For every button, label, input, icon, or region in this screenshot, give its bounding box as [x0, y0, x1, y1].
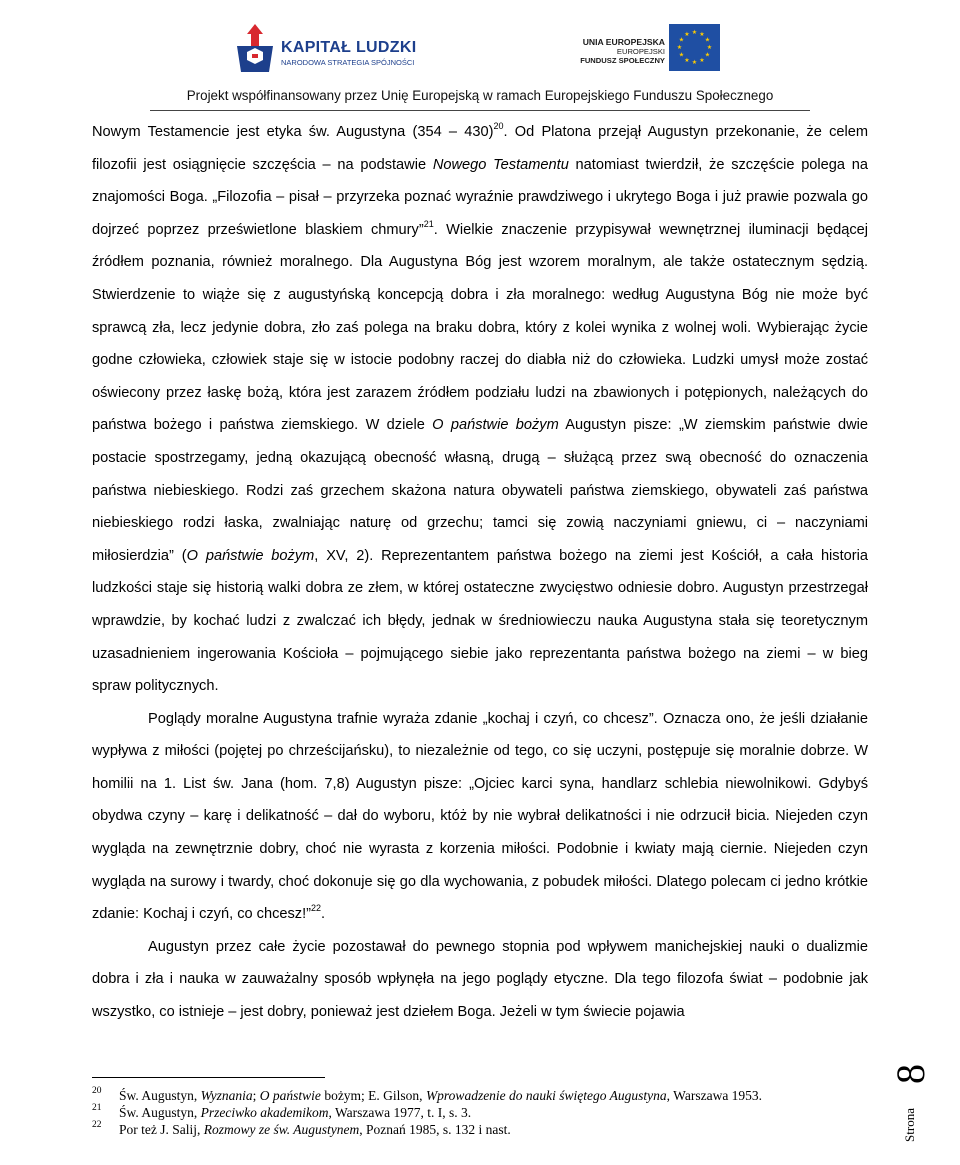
svg-text:★: ★: [699, 57, 705, 64]
italic-title: O państwie: [259, 1088, 321, 1103]
footnote-divider: [92, 1077, 325, 1078]
text-run: natomiast twierdził, że szczęście polega na znajomości Boga. „Filozofia – pisał – przyrzeka poznać wyraźnie prawdziwego i ukrytego Boga i już prawie pozwala go dojrzeć poprzez prześwietlone blaskiem chmury”: [92, 156, 868, 238]
paragraph-1: [92, 116, 868, 703]
paragraph-3: Augustyn przez całe życie pozostawał do pewnego stopnia pod wpływem manichejskiej nauki o dualizmie dobra i zła i nauka w zauważalny sposób wpłynęła na jego poglądy etyczne. Dla tego filozofa świat – podobnie jak wszystko, co istnieje – jest dobry, ponieważ jest dziełem Boga. Jeżeli w tym świecie pojawia: [92, 938, 868, 1021]
text-run: Nowym Testamencie jest etyka św. Augustyna (354 – 430): [92, 124, 494, 140]
svg-text:★: ★: [678, 51, 685, 59]
footnote-ref-20: 20: [493, 121, 504, 131]
page-header: [0, 0, 960, 113]
svg-text:★: ★: [691, 59, 698, 66]
svg-text:★: ★: [676, 44, 683, 51]
eu-line-3: FUNDUSZ SPOŁECZNY: [580, 56, 665, 65]
footnote-number: 20: [92, 1086, 102, 1096]
footnote-22: [92, 1121, 862, 1138]
text-run: . Wielkie znaczenie przypisywał wewnętrznej iluminacji będącej źródłem poznania, również moralnego. Dla Augustyna Bóg jest wzorem moralnym, ale także ostatecznym sędzią. Stwierdzenie to wiąże się z augustyńską koncepcją dobra i zła moralnego: według Augustyna Bóg nie może być sprawcą zła, lecz jedynie dobra, zło zaś polega na braku dobra, który z kolei wynika z wolnej woli. Wybierając życie godne człowieka, człowiek staje się w istocie podobny raczej do diabła niż do człowieka. Ludzki umysł może zostać oświecony przez łaskę bożą, która jest zarazem źródłem podziału ludzi na zbawionych i potępionych, należących do państwa bożego i państwa ziemskiego. W dziele: [92, 221, 869, 434]
kapital-ludzki-logo-icon: [233, 24, 277, 74]
main-text: [92, 116, 868, 1029]
project-funding-line: Projekt współfinansowany przez Unię Europejską w ramach Europejskiego Funduszu Społecznego: [186, 88, 774, 103]
footnote-ref-21: 21: [423, 218, 434, 229]
text-run: , XV, 2). Reprezentantem państwa bożego na ziemi jest Kościół, a cała historia ludzkości staje się historią walki dobra ze złem, w której ostateczne zwycięstwo odniesie dobro. Augustyn przestrzegał wprawdzie, by kochać ludzi z zwalczać ich błędy, jednak w średniowieczu nauka Augustyna stała się teoretycznym uzasadnieniem ingerowania Kościoła – pojmującego siebie jako reprezentanta państwa bożego na ziemi – w bieg spraw politycznych.: [92, 547, 868, 695]
text-run: , Poznań 1985, s. 132 i nast.: [359, 1122, 511, 1137]
page-label: Strona: [901, 1108, 917, 1142]
paragraph-2: [92, 703, 868, 931]
italic-title: Wyznania: [200, 1088, 253, 1103]
text-run: . Od Platona przejął Augustyn przekonanie, że celem filozofii jest osiągnięcie szczęścia – na podstawie: [92, 124, 868, 173]
svg-text:★: ★: [684, 57, 690, 64]
footnote-number: 22: [92, 1120, 102, 1130]
eu-line-1: UNIA EUROPEJSKA: [582, 37, 665, 47]
kapital-ludzki-subtitle: NARODOWA STRATEGIA SPÓJNOŚCI: [281, 58, 415, 67]
text-run: bożym; E. Gilson,: [320, 1088, 426, 1103]
italic-title: O państwie bożym: [432, 417, 559, 434]
text-run: ;: [252, 1088, 260, 1103]
text-run: , Warszawa 1977, t. I, s. 3.: [328, 1105, 472, 1120]
svg-text:★: ★: [704, 36, 711, 44]
text-run: , Warszawa 1953.: [666, 1088, 763, 1103]
text-run: Por też J. Salij,: [119, 1122, 204, 1137]
svg-text:★: ★: [699, 31, 705, 38]
italic-title: O państwie bożym: [186, 547, 315, 564]
eu-text-block: [563, 38, 665, 65]
italic-title: Przeciwko akademikom: [200, 1105, 329, 1120]
footnote-20: [92, 1087, 862, 1104]
page-number: 8: [888, 1064, 933, 1084]
header-divider: [150, 110, 810, 111]
footnote-number: 21: [92, 1103, 102, 1113]
svg-text:★: ★: [684, 31, 690, 38]
italic-title: Wprowadzenie do nauki świętego Augustyna: [425, 1088, 667, 1103]
svg-text:★: ★: [678, 36, 685, 44]
text-run: Św. Augustyn,: [119, 1105, 201, 1120]
kapital-ludzki-title: KAPITAŁ LUDZKI: [281, 39, 417, 56]
footnotes: [92, 1087, 862, 1138]
svg-text:★: ★: [706, 44, 713, 51]
text-run: Augustyn pisze: „W ziemskim państwie dwie postacie spostrzegamy, jedną okazującą obecność własną, drugą – służącą przez swą obecność do oznaczenia państwa niebieskiego. Rodzi zaś grzechem skażona natura obywateli państwa ziemskiego, obywateli zaś państwa niebieskiego rodzi łaska, zwalniając naturę od grzechu; tamci się zowią naczyniami gniewu, ci – naczyniami miłosierdzia” (: [92, 417, 869, 564]
svg-text:★: ★: [691, 29, 698, 36]
text-run: Poglądy moralne Augustyna trafnie wyraża zdanie „kochaj i czyń, co chcesz”. Oznacza ono, że jeśli działanie wypływa z miłości (pojętej po chrześcijańsku), to niezależnie od tego, co się uczyni, postępuje się moralnie dobrze. W homilii na 1. List św. Jana (hom. 7,8) Augustyn pisze: „Ojciec karci syna, handlarz schlebia niewolnikowi. Gdybyś obydwa czyny – karę i delikatność – dał do wyboru, któż by nie wybrał delikatności i nie odrzucił bicia. Niejeden czyn wygląda na zewnętrznie dobry, choć nie wyrasta z korzenia miłości. Podobnie i kwiaty mają ciernie. Niejeden czyn wygląda na surowy i twardy, choć dokonuje się go dla wychowania, z pobudek miłości. Dlatego polecam ci jedno krótkie zdanie: Kochaj i czyń, co chcesz!”: [92, 710, 868, 923]
italic-title: Rozmowy ze św. Augustynem: [203, 1122, 360, 1137]
footnote-21: [92, 1104, 862, 1121]
svg-text:★: ★: [704, 51, 711, 59]
eu-line-2: EUROPEJSKI: [616, 47, 665, 56]
page-number-block: [888, 1064, 942, 1157]
text-run: .: [321, 906, 326, 923]
text-run: Św. Augustyn,: [119, 1088, 201, 1103]
eu-flag-icon: [669, 24, 720, 71]
footnote-ref-22: 22: [311, 903, 322, 914]
italic-title: Nowego Testamentu: [432, 156, 569, 173]
